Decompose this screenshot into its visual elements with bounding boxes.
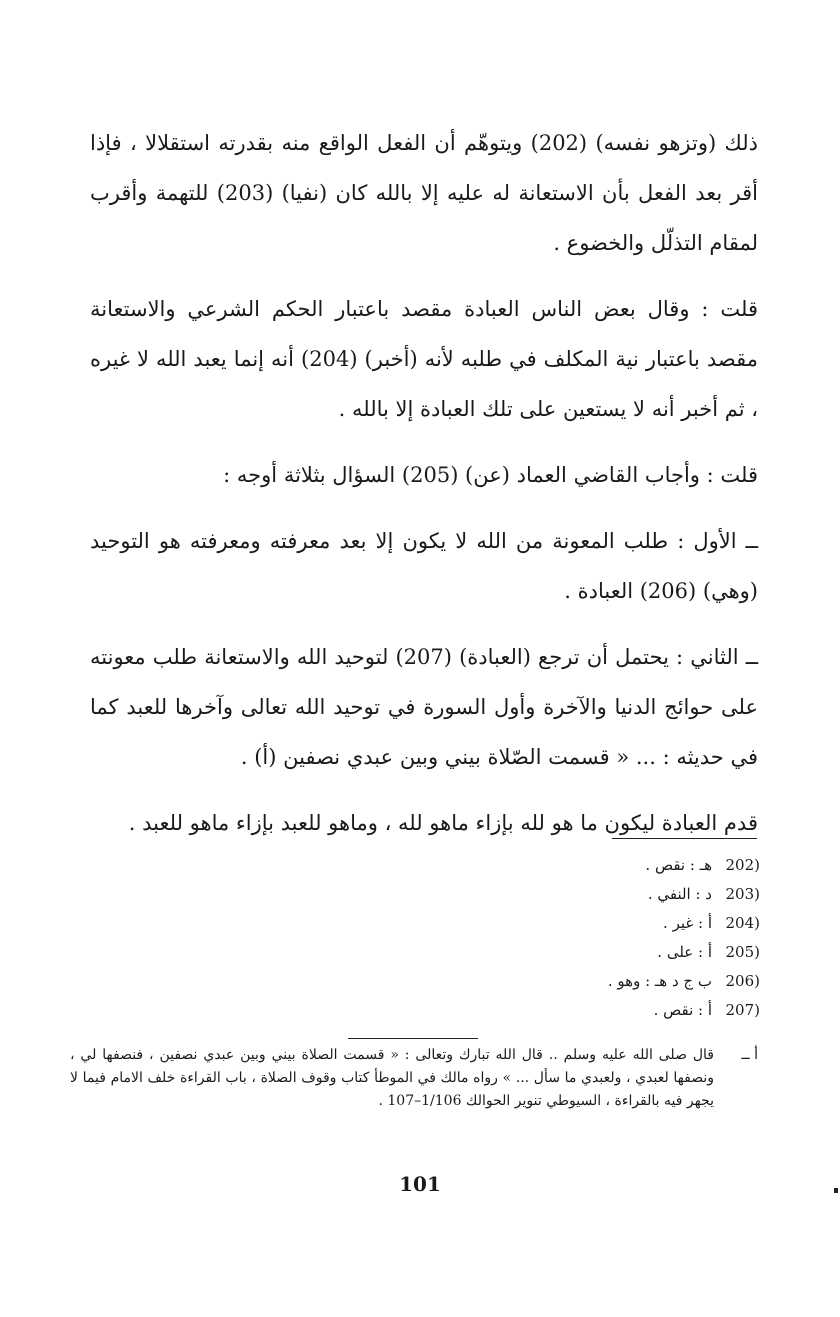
note-number: (204 [725, 914, 760, 932]
note-item [470, 938, 760, 967]
notes-separator [612, 838, 757, 839]
note-text: د : النفي . [647, 885, 712, 903]
note-item [470, 909, 760, 938]
note-text: أ : غير . [663, 914, 712, 932]
note-number: (202 [725, 856, 760, 874]
note-item [470, 880, 760, 909]
note-text: ب ج د هـ : وهو . [607, 972, 712, 990]
edge-mark [834, 1188, 838, 1193]
note-text: أ : نقص . [653, 1001, 712, 1019]
note-number: (205 [725, 943, 760, 961]
main-text [90, 118, 758, 848]
footnote [70, 1044, 758, 1113]
variant-notes [470, 851, 760, 1025]
note-item [470, 851, 760, 880]
paragraph: ــ الأول : طلب المعونة من الله لا يكون إلا بعد معرفته ومعرفته هو التوحيد (وهي) (206) العبادة . [90, 529, 758, 603]
note-text: أ : على . [657, 943, 712, 961]
paragraph: ــ الثاني : يحتمل أن ترجع (العبادة) (207) لتوحيد الله والاستعانة طلب معونته على حوائج الدنيا والآخرة وأول السورة في توحيد الله تعالى وآخرها للعبد كما في حديثه : ... « قسمت الصّلاة بيني وبين عبدي نصفين (أ) . [90, 645, 758, 769]
note-item [470, 996, 760, 1025]
paragraph: ذلك (وتزهو نفسه) (202) ويتوهّم أن الفعل الواقع منه بقدرته استقلالا ، فإذا أقر بعد الفعل بأن الاستعانة له عليه إلا بالله كان (نفيا) (203) للتهمة وأقرب لمقام التذلّل والخضوع . [90, 131, 758, 255]
page-number: 101 [399, 1172, 441, 1196]
paragraph: قدم العبادة ليكون ما هو لله بإزاء ماهو لله ، وماهو للعبد بإزاء ماهو للعبد . [128, 811, 758, 835]
note-text: هـ : نقص . [645, 856, 712, 874]
footnote-marker: أ ــ [741, 1047, 758, 1063]
note-number: (206 [725, 972, 760, 990]
paragraph: قلت : وأجاب القاضي العماد (عن) (205) السؤال بثلاثة أوجه : [223, 463, 758, 487]
paragraph: قلت : وقال بعض الناس العبادة مقصد باعتبار الحكم الشرعي والاستعانة مقصد باعتبار نية المكلف في طلبه لأنه (أخبر) (204) أنه إنما يعبد الله لا غيره ، ثم أخبر أنه لا يستعين على تلك العبادة إلا بالله . [90, 297, 758, 421]
footnote-separator [348, 1038, 478, 1039]
note-item [470, 967, 760, 996]
footnote-text: قال صلى الله عليه وسلم .. قال الله تبارك وتعالى : « قسمت الصلاة بيني وبين عبدي نصفين ، فنصفها لي ، ونصفها لعبدي ، ولعبدي ما سأل ... » رواه مالك في الموطأ كتاب وقوف الصلاة ، باب القراءة خلف الامام فيما لا يجهر فيه بالقراءة ، السيوطي تنوير الحوالك 1/106–107 . [70, 1047, 714, 1109]
note-number: (207 [725, 1001, 760, 1019]
note-number: (203 [725, 885, 760, 903]
